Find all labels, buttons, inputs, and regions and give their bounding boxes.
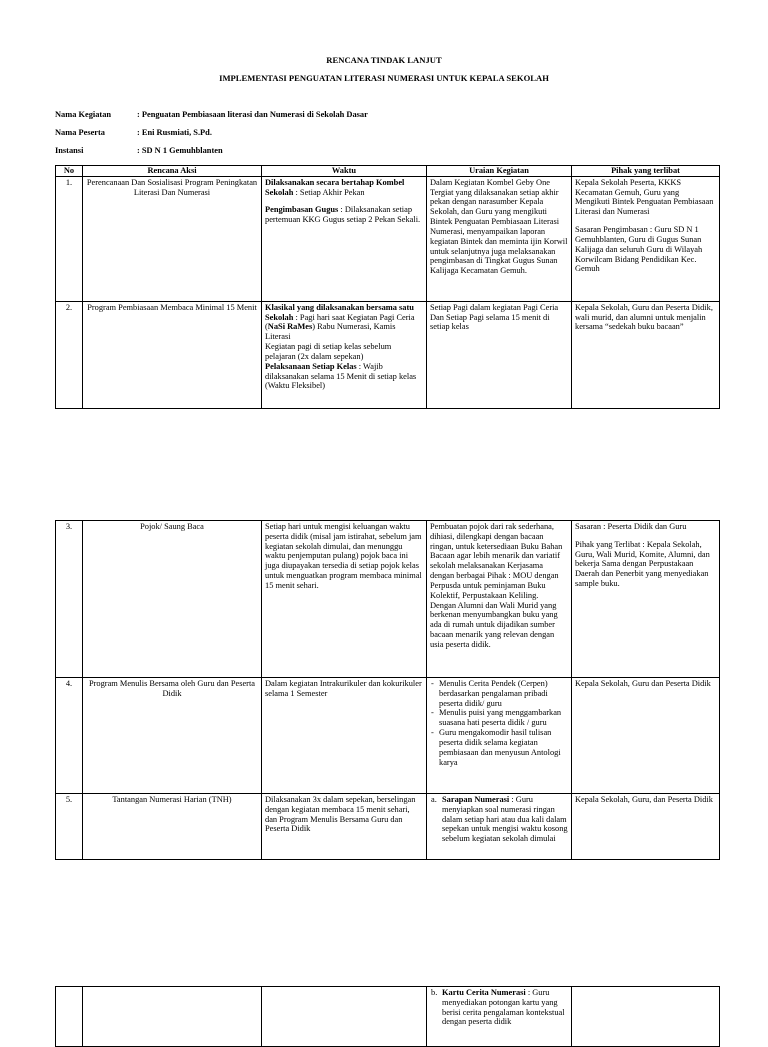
pihak-text: Sasaran : Peserta Didik dan Guru [575, 522, 687, 531]
uraian-text: : Guru menyediakan potongan kartu yang berisi cerita pengalaman kontekstual dengan peserta didik [442, 988, 565, 1027]
col-header-uraian: Uraian Kegiatan [427, 166, 572, 177]
waktu-text: : Dilaksanakan setiap pertemuan KKG Gugus setiap 2 Pekan Sekali. [265, 205, 421, 225]
list-item [431, 795, 568, 844]
col-header-pihak: Pihak yang terlibat [572, 166, 720, 177]
waktu-text: ) Rabu Numerasi, Kamis Literasi [265, 322, 396, 342]
uraian-text: Pembuatan pojok dari rak sederhana, dihiasi, dilengkapi dengan bacaan ringan, untuk ketersediaan Buku Bahan Bacaan agar lebih menarik dan variatif sekolah melaksanakan Kerjasama dengan berbagai Pihak : MOU dengan Perpusda untuk peminjaman Buku Kolektif, Perpustakaan Keliling. [430, 522, 563, 600]
uraian-text: Dengan Alumni dan Wali Murid yang berkenan menyumbangkan buku yang ada di rumah untuk dijadikan sumber bacaan menarik yang relevan dengan usia peserta didik. [430, 600, 558, 649]
uraian-bold: Sarapan Numerasi [442, 795, 510, 804]
uraian-text: Setiap Pagi dalam kegiatan Pagi Ceria [430, 302, 559, 312]
table-row [56, 678, 720, 794]
pihak-text: Sasaran Pengimbasan : Guru SD N 1 Gemuhblanten, Guru di Gugus Sunan Kalijaga dan seluruh Guru di Wilayah Korwilcam Bidang Pendidikan Kec. Gemuh [575, 225, 703, 274]
action-plan-table-1 [55, 165, 720, 409]
pihak-text: Pihak yang Terlibat : Kepala Sekolah, Guru, Wali Murid, Komite, Alumni, dan bekerja Sama dengan Perpustakaan Daerah dan Penerbit yang menyediakan sample buku. [575, 539, 710, 589]
waktu-text: : Pagi hari saat Kegiatan Pagi Ceria ( [265, 312, 415, 332]
pihak-terlibat [572, 176, 720, 301]
pihak-terlibat: Kepala Sekolah, Guru dan Peserta Didik, wali murid, dan alumni untuk menjalin kersama “sedekah buku bacaan” [572, 301, 720, 408]
uraian-list [430, 679, 568, 767]
list-marker: b. [431, 988, 438, 997]
rencana-aksi: Program Pembiasaan Membaca Minimal 15 Menit [83, 301, 262, 408]
meta-value: : Penguatan Pembiasaan literasi dan Numerasi di Sekolah Dasar [137, 110, 368, 119]
list-item: - Menulis Cerita Pendek (Cerpen) berdasarkan pengalaman pribadi peserta didik/ guru [439, 679, 568, 708]
col-header-rencana-aksi: Rencana Aksi [83, 166, 262, 177]
rencana-aksi: Tantangan Numerasi Harian (TNH) [83, 794, 262, 860]
pihak-terlibat [572, 521, 720, 678]
pihak-text: Kepala Sekolah Peserta, KKKS Kecamatan Gemuh, Guru yang Mengikuti Bintek Penguatan Pembiasaan Literasi dan Numerasi [575, 177, 714, 217]
meta-label: Nama Kegiatan [55, 110, 112, 119]
waktu: Dilaksanakan 3x dalam sepekan, berselingan dengan kegiatan membaca 15 menit sehari, dan Program Menulis Bersama Guru dan Peserta Didik [262, 794, 427, 860]
action-plan-table-2 [55, 520, 720, 860]
pihak-terlibat: Kepala Sekolah, Guru dan Peserta Didik [572, 678, 720, 794]
row-number: 1. [56, 176, 83, 301]
waktu-bold: Pelaksanaan Setiap Kelas [265, 361, 357, 371]
rencana-aksi: Program Menulis Bersama oleh Guru dan Peserta Didik [83, 678, 262, 794]
row-number: 5. [56, 794, 83, 860]
uraian-kegiatan [427, 301, 572, 408]
uraian-bold: Kartu Cerita Numerasi [442, 988, 526, 997]
table-row [56, 794, 720, 860]
uraian-text: : Guru menyiapkan soal numerasi ringan dalam setiap hari atau dua kali dalam sepekan untuk mengisi waktu kosong sebelum kegiatan sekolah dimulai [442, 795, 568, 844]
col-header-no: No [56, 166, 83, 177]
action-plan-table-3 [55, 986, 720, 1047]
uraian-list [430, 988, 568, 1027]
table-row [56, 987, 720, 1047]
document-title: RENCANA TINDAK LANJUT [326, 55, 442, 65]
waktu-text: : Setiap Akhir Pekan [293, 187, 365, 197]
waktu: Dalam kegiatan Intrakurikuler dan kokurikuler selama 1 Semester [262, 678, 427, 794]
meta-label: Instansi [55, 146, 84, 155]
waktu-bold: NaSi RaMes [267, 322, 313, 332]
row-number: 3. [56, 521, 83, 678]
list-marker: a. [431, 795, 437, 804]
waktu-bold: Klasikal yang dilaksanakan bersama satu Sekolah [265, 302, 414, 322]
list-item: - Guru mengakomodir hasil tulisan peserta didik selama kegiatan pembiasaan dan menyusun Antologi karya [439, 728, 568, 767]
list-item: - Menulis puisi yang menggambarkan suasana hati peserta didik / guru [439, 708, 568, 728]
meta-value: : SD N 1 Gemuhblanten [137, 146, 223, 155]
waktu-text: : Wajib dilaksanakan selama 15 Menit di setiap kelas (Waktu Fleksibel) [265, 361, 417, 391]
waktu [262, 301, 427, 408]
table-row [56, 301, 720, 408]
uraian-kegiatan [427, 987, 572, 1047]
row-number: 4. [56, 678, 83, 794]
pihak-terlibat: Kepala Sekolah, Guru, dan Peserta Didik [572, 794, 720, 860]
document-subtitle: IMPLEMENTASI PENGUATAN LITERASI NUMERASI UNTUK KEPALA SEKOLAH [219, 73, 549, 83]
pihak-terlibat [572, 987, 720, 1047]
col-header-waktu: Waktu [262, 166, 427, 177]
uraian-kegiatan: Dalam Kegiatan Kombel Geby One Tergiat yang dilaksanakan setiap akhir pekan dengan narasumber Kepala Sekolah, dan Guru yang mengikuti Bintek Penguatan Pembiasaan Literasi Numerasi, menyampaikan laporan kegiatan Bintek dan meminta ijin Korwil untuk selanjutnya juga melaksanakan pengimbasan di Tingkat Gugus Sunan Kalijaga Kecamatan Gemuh. [427, 176, 572, 301]
row-number [56, 987, 83, 1047]
uraian-kegiatan [427, 678, 572, 794]
waktu: Setiap hari untuk mengisi keluangan waktu peserta didik (misal jam istirahat, sebelum jam kegiatan sekolah dimulai, dan menunggu waktu penjemputan pulang) pojok baca ini juga diupayakan tersedia di setiap pojok kelas untuk menguatkan program membaca minimal 15 menit sehari. [262, 521, 427, 678]
row-number: 2. [56, 301, 83, 408]
uraian-kegiatan [427, 794, 572, 860]
table-header-row [56, 166, 720, 177]
meta-value: : Eni Rusmiati, S.Pd. [137, 128, 212, 137]
table-row [56, 176, 720, 301]
uraian-text: Dan Setiap Pagi selama 15 menit di setiap kelas [430, 312, 550, 332]
waktu-bold: Pengimbasan Gugus [265, 205, 339, 215]
waktu-bold: Dilaksanakan secara bertahap Kombel Sekolah [265, 177, 405, 197]
list-item [431, 988, 568, 1027]
uraian-kegiatan [427, 521, 572, 678]
uraian-list [430, 795, 568, 844]
waktu [262, 987, 427, 1047]
table-row [56, 521, 720, 678]
meta-label: Nama Peserta [55, 128, 105, 137]
rencana-aksi: Pojok/ Saung Baca [83, 521, 262, 678]
rencana-aksi [83, 987, 262, 1047]
rencana-aksi: Perencanaan Dan Sosialisasi Program Peningkatan Literasi Dan Numerasi [83, 176, 262, 301]
waktu-text: Kegiatan pagi di setiap kelas sebelum pelajaran (2x dalam sepekan) [265, 342, 392, 361]
waktu [262, 176, 427, 301]
